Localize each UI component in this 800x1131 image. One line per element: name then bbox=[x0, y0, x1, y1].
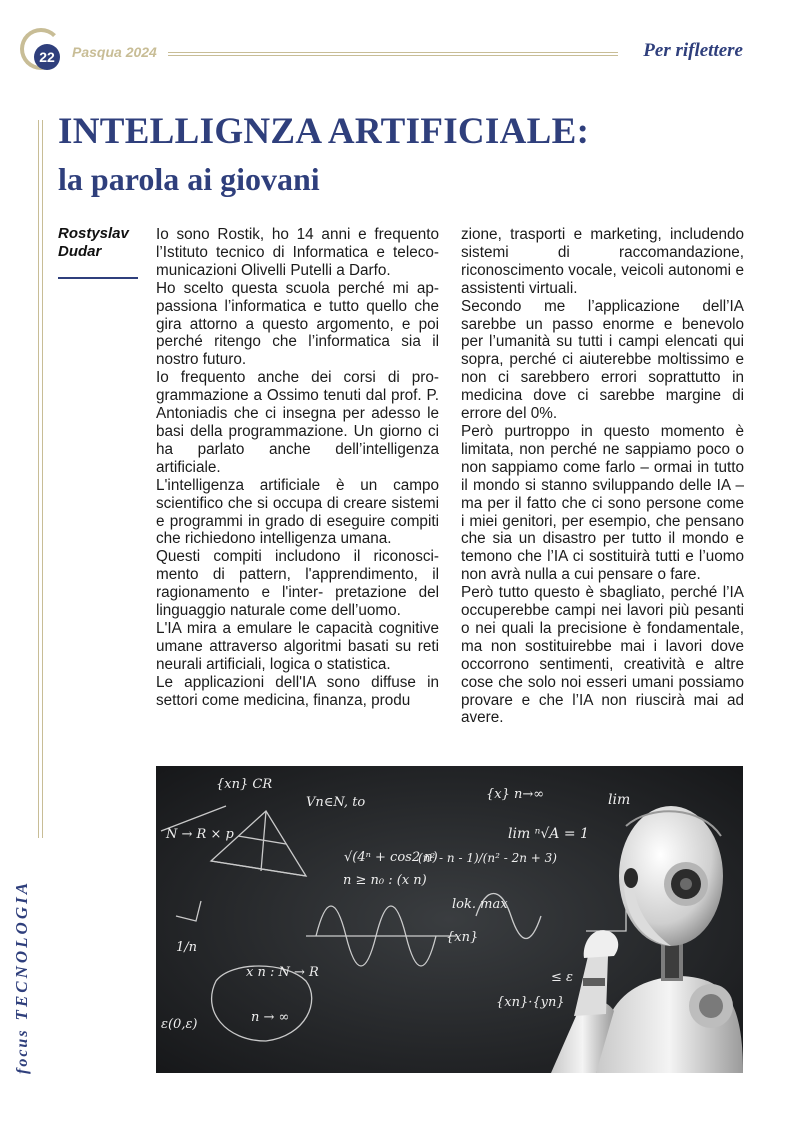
formula: n → ∞ bbox=[251, 1010, 290, 1025]
paragraph: Io sono Rostik, ho 14 anni e frequento l’Istituto tecnico di Informatica e telecomunicazioni Olivelli Putelli a Darfo. bbox=[156, 226, 439, 279]
paragraph: Secondo me l’applicazione dell’IA sarebbe un passo enorme e benevolo per l’umanità su tutti i campi elencati qui sopra, perché ci aiuterebbe moltissimo e non ci sarebbero errori soprattutto in medicina dove ci sarebbe margine di errore del 0%. bbox=[461, 297, 744, 423]
formula: (n² - n - 1)/(n² - 2n + 3) bbox=[418, 851, 557, 865]
paragraph: Le applicazioni dell'IA sono diffuse in settori come medicina, finanza, produ bbox=[156, 673, 439, 709]
paragraph: L'IA mira a emulare le capacità cognitive umane attraverso algoritmi basati su reti neurali artificiali, logica o statistica. bbox=[156, 619, 439, 673]
header-divider bbox=[168, 52, 618, 56]
article-title: INTELLIGNZA ARTIFICIALE: bbox=[58, 111, 590, 152]
paragraph: L'intelligenza artificiale è un campo scientifico che si occupa di creare sistemi e programmi in grado di eseguire compiti che richiedono intelligenza umana. bbox=[156, 476, 439, 548]
issue-label: Pasqua 2024 bbox=[72, 44, 157, 60]
paragraph: Però purtroppo in questo momento è limitata, non perché ne sappiamo poco o non sappiamo come farlo – ormai in tutto il mondo si stanno sviluppando delle IA – ma per il fatto che ci sono persone come i miei genitori, per esempio, che pensano che sia un disastro per tutto il mondo e temono che l’IA ci sostituirà tutti e l’uomo non avrà nulla a cui pensare o fare. bbox=[461, 422, 744, 584]
formula: N → R × p bbox=[166, 827, 234, 842]
formula: lim ⁿ√A = 1 bbox=[508, 826, 589, 842]
article-author: Rostyslav Dudar bbox=[58, 225, 129, 260]
formula: {x} n→∞ bbox=[486, 787, 545, 802]
formula: ≤ ε bbox=[551, 970, 574, 985]
author-underline bbox=[58, 277, 138, 279]
paragraph: Ho scelto questa scuola perché mi appassiona l’informatica e tutto quello che gira attorno a questo argomento, e poi perché ritengo che l’informatica sia il nostro futuro. bbox=[156, 279, 439, 369]
paragraph: Questi compiti includono il riconoscimento di pattern, l'apprendimento, il ragionamento e l'inter- pretazione del linguaggio naturale come dell’uomo. bbox=[156, 548, 439, 620]
section-title: Per riflettere bbox=[643, 40, 743, 61]
formula: Vn∈N, to bbox=[306, 795, 366, 810]
formula: {xn} CR bbox=[216, 777, 273, 792]
side-label-word: TECNOLOGIA bbox=[12, 879, 31, 1021]
side-divider bbox=[38, 120, 43, 838]
formula: {xn}·{yn} bbox=[496, 995, 565, 1010]
formula: x n : N → R bbox=[246, 965, 319, 980]
side-label-prefix: focus bbox=[14, 1028, 31, 1074]
formula: lok. max bbox=[452, 897, 508, 912]
formula: ε(0,ε) bbox=[161, 1017, 198, 1032]
side-section-label bbox=[12, 880, 32, 1074]
paragraph: zione, trasporti e marketing, includendo sistemi di raccomandazione, riconoscimento vocale, veicoli autonomi e assistenti virtuali. bbox=[461, 226, 744, 297]
robot-chalkboard-illustration bbox=[156, 766, 743, 1073]
page-header bbox=[0, 0, 800, 80]
formula: √(4ⁿ + cos2 n) bbox=[344, 850, 438, 865]
article-subtitle: la parola ai giovani bbox=[58, 161, 320, 197]
text-column-1 bbox=[156, 226, 439, 709]
formula: lim bbox=[608, 792, 631, 808]
formula: n ≥ n₀ : (x n) bbox=[343, 873, 427, 888]
formula: {xn} bbox=[446, 930, 479, 945]
paragraph: Però tutto questo è sbagliato, perché l’IA occuperebbe campi nei lavori più pesanti o nei quali la precisione è fondamentale, ma non sostituirebbe mai i lavori dove occorrono sentimenti, creatività e altre cose che solo noi esseri umani possiamo provare e che l’IA non riuscirà mai ad avere. bbox=[461, 584, 744, 727]
paragraph: Io frequento anche dei corsi di programmazione a Ossimo tenuti dal prof. P. Antoniadis che ci insegna per adesso le basi della programmazione. Un giorno ci ha parlato anche dell’intelligenza artificiale. bbox=[156, 369, 439, 476]
robot-chalkboard-photo bbox=[156, 766, 743, 1073]
formula: 1/n bbox=[176, 940, 198, 955]
page-number: 22 bbox=[34, 44, 60, 70]
text-column-2 bbox=[461, 226, 744, 727]
